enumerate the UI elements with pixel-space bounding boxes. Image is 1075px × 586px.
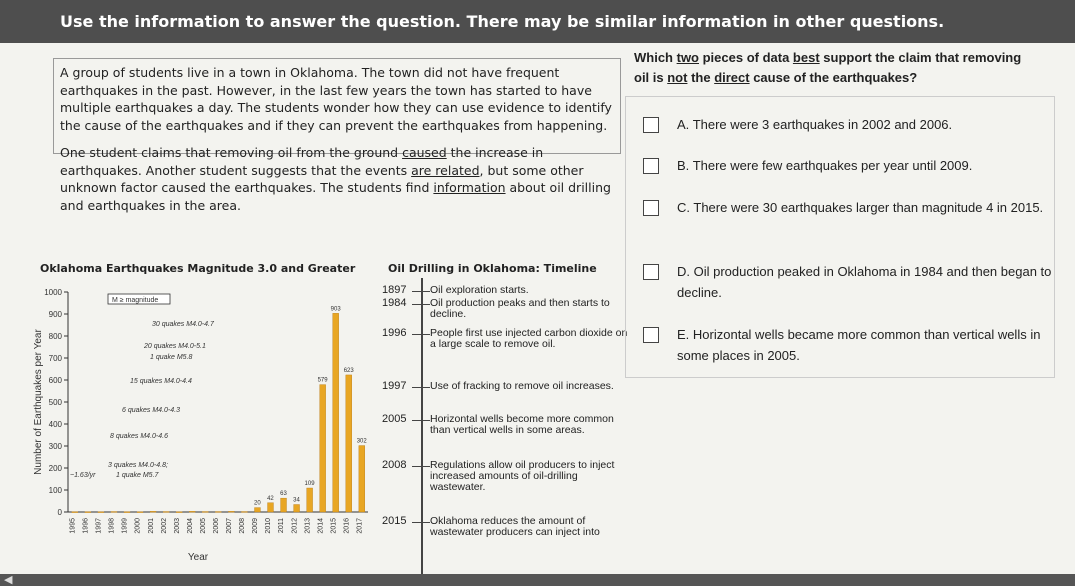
y-tick-label: 300: [48, 442, 62, 451]
timeline-tick: [412, 304, 430, 305]
x-tick-label: 2015: [330, 518, 338, 534]
option-c-label: [677, 197, 1052, 218]
bar: [215, 512, 221, 513]
question-underlined: two: [676, 50, 699, 65]
x-tick-label: 2005: [199, 518, 207, 534]
timeline-tick: [412, 334, 430, 335]
question-part: support the claim that removing oil is: [634, 50, 1022, 85]
chart-annotation: 30 quakes M4.0-4.7: [152, 321, 214, 328]
chart-annotation: ~1.63/yr: [70, 472, 96, 479]
passage-paragraph-1: A group of students live in a town in Oklahoma. The town did not have frequent earthquakes in the past. However, in the last few years the town has started to have multiple earthquakes a day. The students wonder how they can use evidence to identify the cause of the earthquakes and if they can prevent the earthquakes from happening.: [60, 65, 612, 133]
bar: [268, 503, 274, 512]
timeline-tick: [412, 387, 430, 388]
question-part: Which: [634, 50, 677, 65]
chart-annotation: 6 quakes M4.0-4.3: [122, 407, 180, 414]
y-axis-label: Number of Earthquakes per Year: [33, 329, 44, 475]
bar: [150, 511, 156, 512]
timeline-line: [421, 278, 423, 584]
bar-data-label: 20: [254, 500, 261, 507]
bar: [111, 512, 117, 513]
bar: [85, 512, 91, 513]
y-tick-label: 200: [48, 464, 62, 473]
timeline-event-text: Oil production peaks and then starts to decline.: [430, 297, 610, 320]
chart-annotation: 1 quake M5.8: [150, 354, 193, 361]
x-tick-label: 1996: [82, 518, 90, 534]
timeline-event-text: Horizontal wells become more common than vertical wells in some areas.: [430, 413, 614, 436]
bar: [333, 313, 339, 512]
bar: [307, 488, 313, 512]
option-letter: D.: [677, 264, 690, 279]
question-part: pieces of data: [699, 50, 793, 65]
question-text: [634, 48, 1039, 88]
timeline-year: 1984: [382, 297, 407, 309]
timeline-tick: [412, 291, 430, 292]
x-tick-label: 2009: [252, 518, 260, 534]
checkbox[interactable]: [643, 117, 659, 133]
bar: [98, 512, 104, 513]
chart-annotation: 3 quakes M4.0-4.8;: [108, 462, 168, 469]
chart-title: Oklahoma Earthquakes Magnitude 3.0 and Greater: [40, 262, 356, 275]
timeline-event-text: Oil exploration starts.: [430, 284, 529, 296]
option-text: Oil production peaked in Oklahoma in 1984 and then began to decline.: [677, 264, 1052, 300]
x-tick-label: 2002: [160, 518, 168, 534]
y-tick-label: 100: [48, 486, 62, 495]
passage-paragraph-2: [60, 144, 620, 214]
earthquake-bar-chart: [32, 280, 377, 580]
x-tick-label: 2007: [226, 518, 234, 534]
chart-annotation: 8 quakes M4.0-4.6: [110, 433, 168, 440]
bar-data-label: 302: [356, 438, 367, 445]
bar: [294, 505, 300, 512]
question-part: cause of the earthquakes?: [749, 70, 918, 85]
x-tick-label: 1999: [121, 518, 129, 534]
option-text: There were 3 earthquakes in 2002 and 2006.: [692, 117, 953, 132]
timeline-year: 2015: [382, 515, 407, 527]
y-tick-label: 900: [48, 310, 62, 319]
checkbox[interactable]: [643, 200, 659, 216]
passage-text: about oil drilling and earthquakes in the area.: [60, 180, 611, 213]
bar-data-label: 63: [280, 491, 287, 498]
bar-data-label: 579: [317, 377, 328, 384]
legend-text: M ≥ magnitude: [112, 297, 159, 304]
bar-data-label: 42: [267, 495, 274, 502]
option-letter: A.: [677, 117, 690, 132]
x-tick-label: 1997: [95, 518, 103, 534]
x-tick-label: 2014: [317, 518, 325, 534]
option-e-label: [677, 324, 1052, 366]
instruction-banner: [0, 0, 1075, 43]
scroll-left-icon[interactable]: ◀: [4, 574, 13, 586]
y-tick-label: 1000: [44, 288, 62, 297]
chart-annotation: 1 quake M5.7: [116, 472, 159, 479]
question-underlined: direct: [714, 70, 750, 85]
bar-data-label: 109: [304, 481, 315, 488]
timeline-year: 1996: [382, 327, 407, 339]
x-tick-label: 2011: [278, 518, 286, 534]
x-tick-label: 2016: [343, 518, 351, 534]
instruction-text: Use the information to answer the question. There may be similar information in other questions.: [60, 12, 945, 31]
bar: [163, 512, 169, 513]
passage-underlined: are related: [411, 162, 480, 178]
passage-text: the increase in earthquakes. Another student suggests that the events: [60, 145, 544, 178]
bar: [124, 512, 130, 513]
timeline-event-text: People first use injected carbon dioxide on a large scale to remove oil.: [430, 327, 628, 350]
x-tick-label: 2012: [291, 518, 299, 534]
x-tick-label: 2001: [147, 518, 155, 534]
option-letter: C.: [677, 200, 690, 215]
bar-data-label: 903: [330, 306, 341, 313]
option-text: There were 30 earthquakes larger than magnitude 4 in 2015.: [693, 200, 1044, 215]
question-underlined: not: [667, 70, 688, 85]
timeline-event-text: Regulations allow oil producers to inject increased amounts of oil-drilling wastewater.: [430, 459, 615, 493]
bar: [281, 498, 287, 512]
x-tick-label: 2003: [173, 518, 181, 534]
checkbox[interactable]: [643, 327, 659, 343]
question-underlined: best: [792, 50, 820, 65]
bar: [137, 512, 143, 513]
option-text: Horizontal wells became more common than vertical wells in some places in 2005.: [677, 327, 1041, 363]
bar: [346, 375, 352, 512]
y-tick-label: 600: [48, 376, 62, 385]
bar: [320, 385, 326, 512]
bar: [72, 512, 78, 513]
timeline-event-text: Oklahoma reduces the amount of wastewater producers can inject into: [430, 515, 600, 538]
x-tick-label: 2004: [186, 518, 194, 534]
x-tick-label: 2000: [134, 518, 142, 534]
x-tick-label: 1995: [69, 518, 77, 534]
y-tick-label: 500: [48, 398, 62, 407]
timeline-tick: [412, 420, 430, 421]
y-tick-label: 700: [48, 354, 62, 363]
bar: [359, 446, 365, 512]
timeline-year: 2005: [382, 413, 407, 425]
timeline-title: Oil Drilling in Oklahoma: Timeline: [388, 262, 597, 275]
passage-text: , but some other unknown factor caused the earthquakes. The students find: [60, 162, 584, 195]
y-tick-label: 800: [48, 332, 62, 341]
passage-underlined: caused: [402, 145, 447, 160]
y-tick-label: 0: [57, 508, 62, 517]
timeline-event-text: Use of fracking to remove oil increases.: [430, 380, 614, 392]
bar: [228, 511, 234, 512]
timeline-tick: [412, 522, 430, 523]
bar: [189, 511, 195, 512]
checkbox[interactable]: [643, 264, 659, 280]
option-letter: E.: [677, 327, 690, 342]
passage: [60, 64, 620, 224]
timeline-year: 1997: [382, 380, 407, 392]
x-tick-label: 2008: [239, 518, 247, 534]
bar: [255, 508, 261, 512]
option-text: There were few earthquakes per year until 2009.: [692, 158, 973, 173]
bar-data-label: 623: [343, 367, 354, 374]
chart-annotation: 20 quakes M4.0-5.1: [144, 343, 206, 350]
option-letter: B.: [677, 158, 690, 173]
timeline-tick: [412, 466, 430, 467]
chart-annotation: 15 quakes M4.0-4.4: [130, 378, 192, 385]
timeline-year: 2008: [382, 459, 407, 471]
option-b-label: [677, 155, 1052, 176]
question-part: the: [687, 70, 715, 85]
option-d-label: [677, 261, 1052, 303]
y-tick-label: 400: [48, 420, 62, 429]
passage-underlined: information: [433, 180, 506, 195]
x-tick-label: 2013: [304, 518, 312, 534]
bar: [202, 512, 208, 513]
x-tick-label: 2010: [265, 518, 273, 534]
x-axis-label: Year: [187, 552, 209, 563]
passage-text: One student claims that removing oil from the ground: [60, 145, 403, 160]
bar-data-label: 34: [293, 497, 300, 504]
bar: [176, 512, 182, 513]
x-tick-label: 2006: [213, 518, 220, 534]
bottom-scrollbar[interactable]: [0, 574, 1075, 586]
timeline-year: 1897: [382, 284, 407, 296]
x-tick-label: 2017: [356, 518, 364, 534]
checkbox[interactable]: [643, 158, 659, 174]
x-tick-label: 1998: [108, 518, 116, 534]
option-a-label: [677, 114, 1052, 135]
bar: [241, 512, 247, 513]
